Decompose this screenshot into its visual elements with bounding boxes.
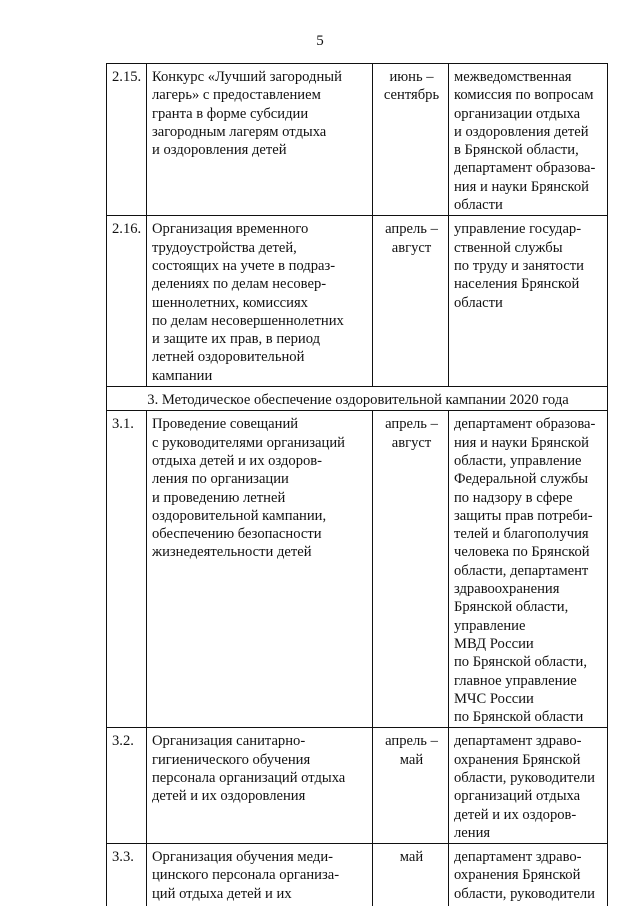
table-row-3-3 <box>107 844 608 906</box>
item-number: 2.15. <box>107 64 147 216</box>
term-cell: апрель – май <box>373 728 449 844</box>
page-number: 5 <box>316 33 324 49</box>
responsible-cell: департамент здраво- охранения Брянской области, руководители организаций отдыха детей и их оздоров- ления <box>449 728 608 844</box>
table-row-2-15 <box>107 64 608 216</box>
activity-cell: Проведение совещаний с руководителями организаций отдыха детей и их оздоров- ления по организации и проведению летней оздоровительной кампании, обеспечению безопасности жизнедеятельности детей <box>147 411 373 728</box>
activity-cell: Конкурс «Лучший загородный лагерь» с предоставлением гранта в форме субсидии загородным лагерям отдыха и оздоровления детей <box>147 64 373 216</box>
table-row-3-2 <box>107 728 608 844</box>
responsible-cell: межведомственная комиссия по вопросам организации отдыха и оздоровления детей в Брянской области, департамент образова- ния и науки Брянской области <box>449 64 608 216</box>
section-title: 3. Методическое обеспечение оздоровительной кампании 2020 года <box>107 387 608 411</box>
activity-cell: Организация временного трудоустройства детей, состоящих на учете в подраз- делениях по делам несовер- шеннолетних, комиссиях по делам несовершеннолетних и защите их прав, в период летней оздоровительной кампании <box>147 216 373 387</box>
activity-cell: Организация обучения меди- цинского персонала организа- ций отдыха детей и их <box>147 844 373 906</box>
section-header-row <box>107 387 608 411</box>
item-number: 2.16. <box>107 216 147 387</box>
item-number: 3.3. <box>107 844 147 906</box>
table-row-3-1 <box>107 411 608 728</box>
responsible-cell: управление государ- ственной службы по труду и занятости населения Брянской области <box>449 216 608 387</box>
term-cell: апрель – август <box>373 411 449 728</box>
item-number: 3.2. <box>107 728 147 844</box>
plan-table <box>106 63 608 906</box>
table-row-2-16 <box>107 216 608 387</box>
term-cell: май <box>373 844 449 906</box>
responsible-cell: департамент образова- ния и науки Брянской области, управление Федеральной службы по надзору в сфере защиты прав потреби- телей и благополучия человека по Брянской области, департамент здравоохранения Брянской области, управление МВД России по Брянской области, главное управление МЧС России по Брянской области <box>449 411 608 728</box>
term-cell: июнь – сентябрь <box>373 64 449 216</box>
responsible-cell: департамент здраво- охранения Брянской области, руководители <box>449 844 608 906</box>
activity-cell: Организация санитарно- гигиенического обучения персонала организаций отдыха детей и их оздоровления <box>147 728 373 844</box>
item-number: 3.1. <box>107 411 147 728</box>
term-cell: апрель – август <box>373 216 449 387</box>
